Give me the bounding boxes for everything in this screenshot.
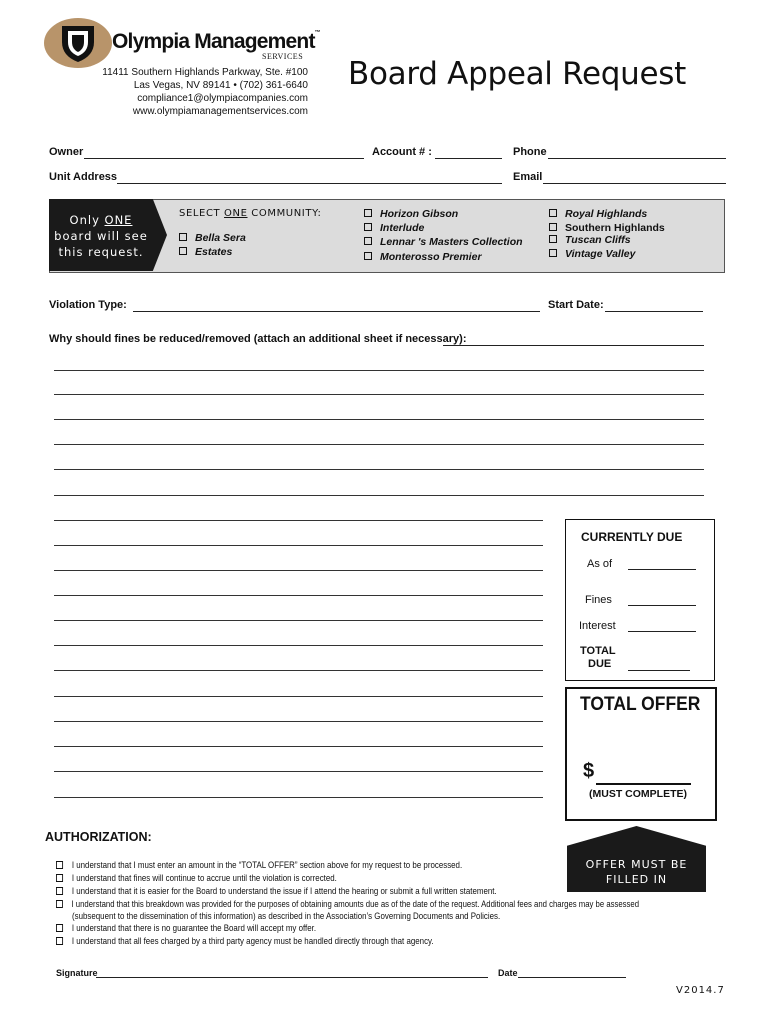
- badge-line-2: board will see: [54, 229, 148, 243]
- address-line-2: Las Vegas, NV 89141 • (702) 361-6640: [133, 80, 308, 91]
- arrow-text-line-1: OFFER MUST BE: [585, 858, 688, 871]
- unit-address-label: Unit Address: [49, 171, 118, 183]
- date-label: Date: [498, 968, 518, 978]
- owner-field[interactable]: [84, 158, 364, 159]
- checkbox-icon[interactable]: [364, 252, 372, 260]
- dollar-sign: $: [583, 760, 595, 782]
- address-website: www.olympiamanagementservices.com: [132, 106, 308, 117]
- auth-item[interactable]: I understand that this breakdown was provided for the purposes of obtaining amounts due as of the date of the request. Additional fees and charges may be assessed: [56, 899, 639, 909]
- fines-field[interactable]: [628, 605, 696, 606]
- select-community-label: SELECT ONE COMMUNITY:: [179, 208, 322, 219]
- community-option-estates[interactable]: Estates: [179, 246, 232, 258]
- total-offer-field[interactable]: [596, 783, 691, 785]
- start-date-field[interactable]: [605, 311, 703, 312]
- auth-item-continuation: (subsequent to the dissemination of this information) as described in the Association’s Governing Documents and Policies.: [72, 911, 501, 921]
- community-option-southern-highlands[interactable]: Southern Highlands: [549, 222, 665, 234]
- violation-type-field[interactable]: [133, 311, 540, 312]
- checkbox-icon[interactable]: [56, 900, 63, 908]
- company-logo-name: Olympia Management™: [112, 30, 320, 53]
- total-offer-heading: TOTAL OFFER: [580, 694, 701, 715]
- community-option-interlude[interactable]: Interlude: [364, 222, 424, 234]
- arrow-text-line-2: FILLED IN: [605, 873, 668, 886]
- total-due-field[interactable]: [628, 670, 690, 671]
- checkbox-icon[interactable]: [364, 237, 372, 245]
- badge-line-3: this request.: [58, 245, 144, 259]
- checkbox-icon[interactable]: [549, 249, 557, 257]
- auth-item[interactable]: I understand that there is no guarantee the Board will accept my offer.: [56, 923, 316, 933]
- version-label: V2014.7: [676, 985, 725, 996]
- phone-field[interactable]: [548, 158, 726, 159]
- interest-field[interactable]: [628, 631, 696, 632]
- authorization-heading: AUTHORIZATION:: [45, 830, 152, 844]
- community-option-horizon-gibson[interactable]: Horizon Gibson: [364, 208, 458, 220]
- date-field[interactable]: [518, 977, 626, 978]
- currently-due-heading: CURRENTLY DUE: [581, 530, 683, 544]
- company-logo-services: SERVICES: [262, 52, 304, 61]
- checkbox-icon[interactable]: [549, 223, 557, 231]
- must-complete-note: (MUST COMPLETE): [589, 788, 687, 800]
- auth-item[interactable]: I understand that I must enter an amount in the “TOTAL OFFER” section above for my request to be processed.: [56, 860, 462, 870]
- reason-label: Why should fines be reduced/removed (attach an additional sheet if necessary):: [49, 333, 467, 345]
- reason-field-first-line[interactable]: [443, 345, 704, 346]
- violation-type-label: Violation Type:: [49, 299, 127, 311]
- owner-label: Owner: [49, 146, 84, 158]
- account-field[interactable]: [435, 158, 502, 159]
- checkbox-icon[interactable]: [56, 887, 63, 895]
- signature-field[interactable]: [96, 977, 488, 978]
- shield-logo-icon: [58, 22, 98, 64]
- address-email: compliance1@olympiacompanies.com: [137, 93, 308, 104]
- checkbox-icon[interactable]: [56, 874, 63, 882]
- signature-label: Signature: [56, 968, 98, 978]
- community-option-lennar-masters[interactable]: Lennar 's Masters Collection: [364, 236, 523, 248]
- unit-address-field[interactable]: [117, 183, 502, 184]
- checkbox-icon[interactable]: [179, 233, 187, 241]
- community-option-monterosso[interactable]: Monterosso Premier: [364, 251, 482, 263]
- auth-item[interactable]: I understand that all fees charged by a third party agency must be handled directly through that agency.: [56, 936, 434, 946]
- checkbox-icon[interactable]: [56, 861, 63, 869]
- email-label: Email: [513, 171, 543, 183]
- page-title: Board Appeal Request: [348, 56, 686, 92]
- checkbox-icon[interactable]: [179, 247, 187, 255]
- email-field[interactable]: [543, 183, 726, 184]
- checkbox-icon[interactable]: [549, 235, 557, 243]
- community-option-tuscan-cliffs[interactable]: Tuscan Cliffs: [549, 234, 631, 246]
- checkbox-icon[interactable]: [56, 937, 63, 945]
- due-label: DUE: [588, 658, 612, 670]
- checkbox-icon[interactable]: [364, 223, 372, 231]
- auth-item[interactable]: I understand that fines will continue to accrue until the violation is corrected.: [56, 873, 337, 883]
- address-line-1: 11411 Southern Highlands Parkway, Ste. #100: [102, 67, 308, 78]
- as-of-label: As of: [587, 558, 613, 570]
- checkbox-icon[interactable]: [549, 209, 557, 217]
- interest-label: Interest: [579, 620, 616, 632]
- checkbox-icon[interactable]: [364, 209, 372, 217]
- fines-label: Fines: [585, 594, 612, 606]
- account-label: Account # :: [372, 146, 432, 158]
- community-option-bella-sera[interactable]: Bella Sera: [179, 232, 246, 244]
- as-of-field[interactable]: [628, 569, 696, 570]
- total-label: TOTAL: [580, 645, 616, 657]
- start-date-label: Start Date:: [548, 299, 604, 311]
- phone-label: Phone: [513, 146, 547, 158]
- badge-line-1: Only ONE: [69, 213, 133, 227]
- checkbox-icon[interactable]: [56, 924, 63, 932]
- auth-item[interactable]: I understand that it is easier for the Board to understand the issue if I attend the hearing or submit a full written statement.: [56, 886, 497, 896]
- community-option-vintage-valley[interactable]: Vintage Valley: [549, 248, 635, 260]
- community-option-royal-highlands[interactable]: Royal Highlands: [549, 208, 647, 220]
